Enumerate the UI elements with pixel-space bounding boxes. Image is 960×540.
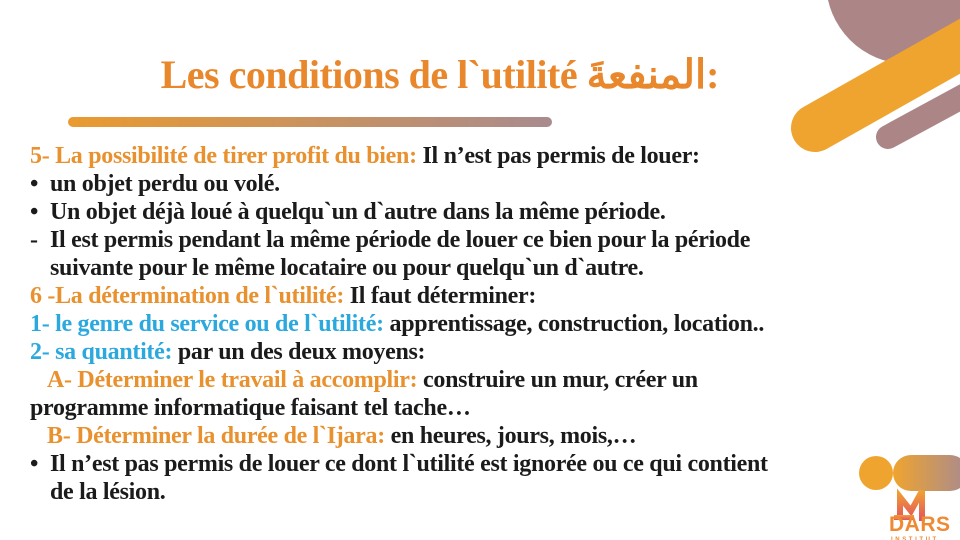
text-segment: suivante pour le même locataire ou pour quelqu`un d`autre. <box>50 255 644 281</box>
dash-marker: - <box>30 227 38 253</box>
text-segment: Il n’est pas permis de louer ce dont l`utilité est ignorée ou ce qui contient <box>50 451 768 477</box>
text-line <box>30 198 955 226</box>
text-segment: construire un mur, créer un <box>423 367 698 393</box>
text-line <box>30 338 955 366</box>
bullet-marker: • <box>30 171 39 197</box>
text-line <box>30 450 955 478</box>
text-segment: apprentissage, construction, location.. <box>389 311 765 337</box>
text-segment: en heures, jours, mois,… <box>390 423 637 449</box>
text-segment: 6 -La détermination de l`utilité: <box>30 283 350 309</box>
bullet-marker: • <box>30 199 39 225</box>
text-segment: Il faut déterminer: <box>349 283 537 309</box>
text-segment: Il n’est pas permis de louer: <box>422 143 700 169</box>
text-line <box>30 170 955 198</box>
text-segment: Un objet déjà loué à quelqu`un d`autre dans la même période. <box>50 199 666 225</box>
text-line <box>30 226 955 254</box>
bullet-marker: • <box>30 451 39 477</box>
logo-subtitle: INSTITUT <box>891 537 939 540</box>
title-underline-bar <box>68 117 552 127</box>
text-segment: de la lésion. <box>50 479 166 505</box>
text-line <box>30 282 955 310</box>
text-segment: B- Déterminer la durée de l`Ijara: <box>47 423 391 449</box>
logo-name: DARS <box>889 513 951 536</box>
text-line <box>30 422 955 450</box>
slide-title: Les conditions de l`utilité المنفعةَ: <box>160 51 720 97</box>
text-segment: 2- sa quantité: <box>30 339 178 365</box>
text-line <box>30 310 955 338</box>
text-line <box>30 366 955 394</box>
text-segment: 1- le genre du service ou de l`utilité: <box>30 311 390 337</box>
body-text <box>30 142 955 506</box>
text-line <box>30 394 955 422</box>
text-line <box>30 254 955 282</box>
text-line <box>30 142 955 170</box>
text-segment: A- Déterminer le travail à accomplir: <box>47 367 424 393</box>
text-segment: un objet perdu ou volé. <box>50 171 280 197</box>
text-segment: programme informatique faisant tel tache… <box>30 395 471 421</box>
text-line <box>30 478 955 506</box>
text-segment: Il est permis pendant la même période de louer ce bien pour la période <box>50 227 751 253</box>
text-segment: 5- La possibilité de tirer profit du bien: <box>30 143 423 169</box>
text-segment: par un des deux moyens: <box>177 339 426 365</box>
